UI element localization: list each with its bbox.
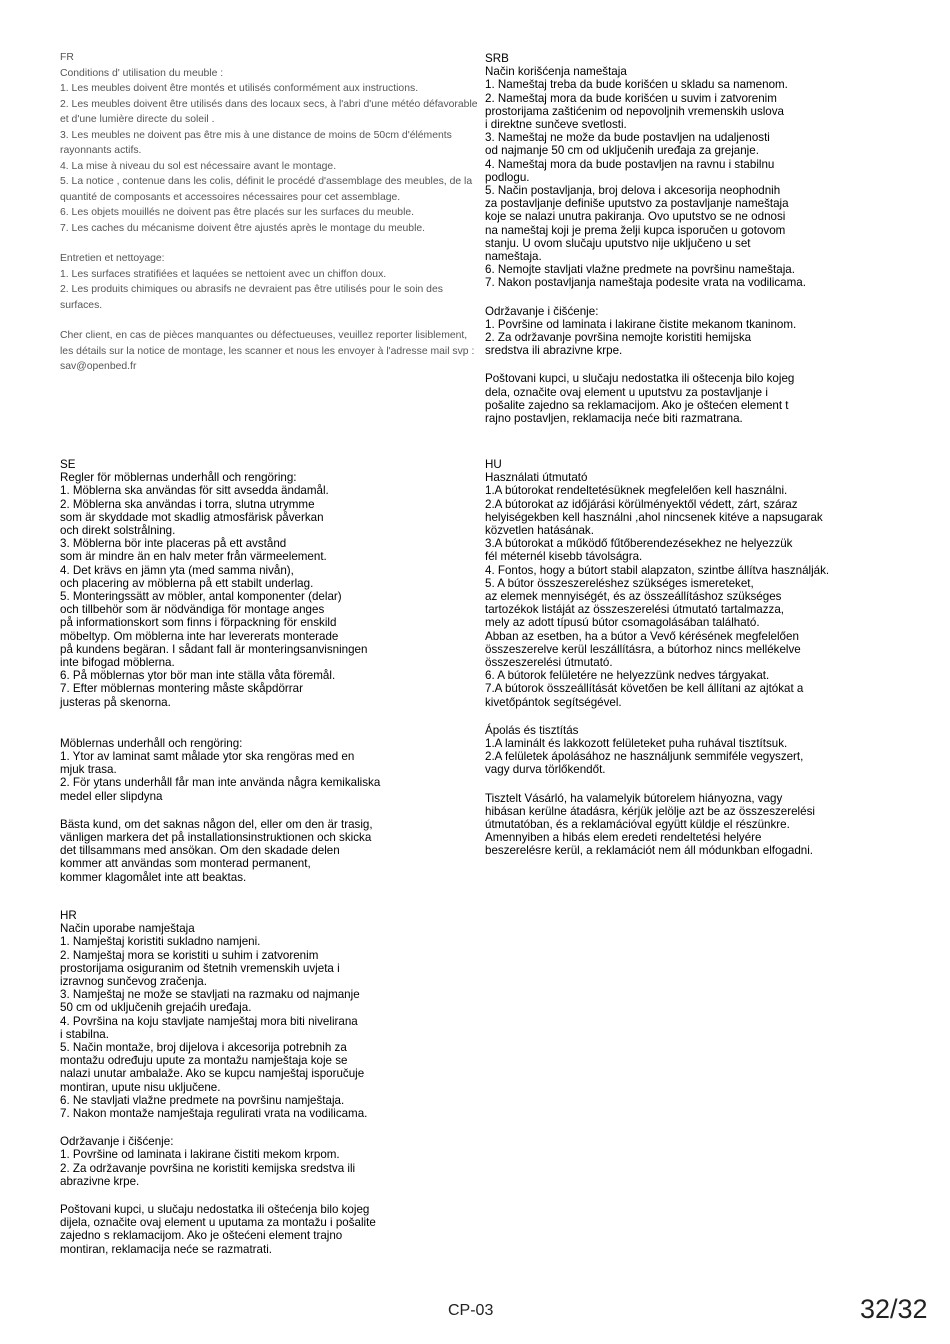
hr-line: Održavanje i čišćenje: — [60, 1135, 174, 1149]
hr-line: 3. Namještaj ne može se stavljati na razmaku od najmanje — [60, 988, 360, 1002]
hr-line: prostorijama osiguranim od štetnih vremenskih uvjeta i — [60, 961, 340, 975]
hr-line: 2. Za održavanje površina ne koristiti kemijska sredstva ili — [60, 1161, 356, 1175]
se-line: 4. Det krävs en jämn yta (med samma nivån), — [60, 563, 294, 577]
se-language-code: SE — [60, 458, 76, 471]
hu-line: 7.A bútorok összeállítását követően be kell állítani az ajtókat a — [485, 682, 804, 696]
hu-line: 1.A bútorokat rendeltetésüknek megfelelően kell használni. — [485, 484, 788, 498]
se-line: inte bifogad möblerna. — [60, 656, 175, 670]
se-line: 7. Efter möblernas montering måste skåpdörrar — [60, 682, 303, 696]
se-line: och placering av möblerna på ett stabilt underlag. — [60, 576, 314, 590]
se-line: som är mindre än en halv meter från värmeelement. — [60, 550, 327, 564]
srb-care-block — [485, 305, 925, 358]
se-line: 6. På möblernas ytor bör man inte ställa våta föremål. — [60, 669, 336, 683]
hr-line: 2. Namještaj mora se koristiti u suhim i zatvorenim — [60, 948, 319, 962]
srb-line: i direktne sunčeve svetlosti. — [485, 118, 627, 132]
hu-line: Amennyiben a hibás elem eredeti rendeltetési helyére — [485, 831, 762, 845]
se-line: och tillbehör som är nödvändiga för montage anges — [60, 603, 325, 617]
se-line: mjuk trasa. — [60, 763, 117, 777]
srb-line: 7. Nakon postavljanja nameštaja podesite vrata na vodilicama. — [485, 276, 806, 290]
srb-line: Način korišćenja nameštaja — [485, 65, 627, 79]
srb-line: stanju. U ovom slučaju uputstvo nije uključeno u set — [485, 236, 751, 250]
srb-line: Poštovani kupci, u slučaju nedostatka ili oštecenja bilo kojeg — [485, 372, 795, 386]
srb-note-block — [485, 372, 925, 425]
srb-line: za postavljanje definiše uputstvo za postavljanje nameštaja — [485, 197, 789, 211]
fr-usage-title: Conditions d' utilisation du meuble : — [60, 67, 224, 79]
se-line: 2. För ytans underhåll får man inte använda några kemikaliska — [60, 776, 381, 790]
fr-section — [60, 50, 480, 375]
se-line: Möblernas underhåll och rengöring: — [60, 736, 243, 750]
se-line: medel eller slipdyna — [60, 789, 163, 803]
srb-usage-block — [485, 65, 925, 289]
hu-line: összeszerelési útmutató. — [485, 656, 613, 670]
hu-line: 4. Fontos, hogy a bútort stabil alapzaton, szintbe állítva használják. — [485, 563, 830, 577]
hr-line: abrazivne krpe. — [60, 1174, 140, 1188]
hu-line: helyiségekben kell használni ,ahol nincsenek kitéve a napsugarak — [485, 510, 823, 524]
hr-line: 4. Površina na koju stavljate namještaj mora biti nivelirana — [60, 1014, 358, 1028]
hr-line: montiran, reklamacija neće se razmatrati. — [60, 1242, 272, 1256]
fr-care-list — [60, 267, 480, 314]
se-note-block — [60, 818, 480, 884]
hr-line: 6. Ne stavljati vlažne predmete na površinu namještaja. — [60, 1093, 345, 1107]
hu-line: 5. A bútor összeszereléshez szükséges ismereteket, — [485, 576, 754, 590]
hr-language-code: HR — [60, 909, 77, 922]
hr-line: zajedno s reklamacijom. Ako je oštećeni element trajno — [60, 1229, 343, 1243]
fr-usage-item: 5. La notice , contenue dans les colis, définit le procédé d'assemblage des meubles, de la quantité de composants et accessoires nécessaires pour cet assemblage. — [60, 176, 473, 203]
hu-line: Ápolás és tisztítás — [485, 723, 579, 737]
se-line: 3. Möblerna bör inte placeras på ett avstånd — [60, 537, 287, 551]
fr-usage-item: 3. Les meubles ne doivent pas être mis à une distance de moins de 50cm d'éléments rayonnants actifs. — [60, 129, 452, 156]
fr-usage-item: 6. Les objets mouillés ne doivent pas être placés sur les surfaces du meuble. — [60, 207, 415, 218]
fr-usage-item: 4. La mise à niveau du sol est nécessaire avant le montage. — [60, 160, 337, 172]
fr-usage-item: 2. Les meubles doivent être utilisés dans des locaux secs, à l'abri d'une météo défavorable et d'une lumière directe du soleil . — [60, 98, 478, 125]
se-line: kommer klagomålet inte att beaktas. — [60, 870, 247, 884]
srb-line: sredstva ili abrazivne krpe. — [485, 344, 623, 358]
se-line: 2. Möblerna ska användas i torra, slutna utrymme — [60, 497, 315, 511]
fr-care-item: 2. Les produits chimiques ou abrasifs ne devraient pas être utilisés pour le soin des surfaces. — [60, 284, 443, 311]
se-line: vänligen markera det på installationsinstruktionen och skicka — [60, 831, 372, 845]
fr-usage-item: 7. Les caches du mécanisme doivent être ajustés après le montage du meuble. — [60, 222, 426, 234]
srb-line: Održavanje i čišćenje: — [485, 304, 599, 318]
hr-section — [60, 909, 480, 1256]
srb-line: rajno postavljen, reklamacija neće biti razmatrana. — [485, 412, 743, 426]
srb-line: 1. Nameštaj treba da bude korišćen u skladu sa namenom. — [485, 78, 788, 92]
fr-usage-list — [60, 81, 480, 236]
srb-line: 2. Nameštaj mora da bude korišćen u suvim i zatvorenim — [485, 91, 777, 105]
hu-care-block — [485, 724, 925, 777]
hu-line: beszerelésre kerül, a reklamációt nem áll módunkban elfogadni. — [485, 844, 814, 858]
srb-line: koje se nalazi unutra pakiranja. Ovo uputstvo se ne odnosi — [485, 210, 786, 224]
srb-line: na nameštaj koji je prema želji kupca isporučen u gotovom — [485, 223, 786, 237]
se-line: Regler för möblernas underhåll och rengöring: — [60, 471, 297, 485]
se-line: kommer att användas som monterad permanent, — [60, 857, 311, 871]
fr-care-item: 1. Les surfaces stratifiées et laquées se nettoient avec un chiffon doux. — [60, 268, 387, 280]
hu-line: 2.A felületek ápolásához ne használjunk semmiféle vegyszert, — [485, 750, 804, 764]
hu-line: 2.A bútorokat az időjárási körülményektől védett, zárt, száraz — [485, 497, 798, 511]
hr-note-block — [60, 1203, 480, 1256]
srb-line: pošalite zajedno sa reklamacijom. Ako je oštećen element t — [485, 398, 789, 412]
fr-language-code: FR — [60, 52, 74, 63]
fr-customer-note: Cher client, en cas de pièces manquantes ou défectueuses, veuillez reporter lisiblement, les détails sur la notice de montage, les scanner et nous les envoyer à l'adresse mail svp : sav@openbed.fr — [60, 330, 475, 372]
hu-line: útmutatóban, és a reklamációval együtt küldje el részünkre. — [485, 818, 790, 832]
hr-line: nalazi unutar ambalaže. Ako se kupcu namještaj isporučuje — [60, 1067, 365, 1081]
fr-usage-item: 1. Les meubles doivent être montés et utilisés conformément aux instructions. — [60, 83, 419, 94]
hr-line: 1. Površine od laminata i lakirane čistiti mekom krpom. — [60, 1148, 340, 1162]
srb-line: podlogu. — [485, 170, 530, 184]
page-number: 32/32 — [860, 1294, 928, 1324]
hr-line: 50 cm od uključenih grejaćih uređaja. — [60, 1001, 252, 1015]
srb-line: 6. Nemojte stavljati vlažne predmete na površinu nameštaja. — [485, 263, 795, 277]
srb-line: 1. Površine od laminata i lakirane čistite mekanom tkaninom. — [485, 317, 797, 331]
model-code: CP-03 — [448, 1302, 494, 1319]
hr-line: 7. Nakon montaže namještaja regulirati vrata na vodilicama. — [60, 1107, 368, 1121]
se-line: justeras på skenorna. — [60, 695, 171, 709]
hu-line: összeszerelve kerül leszállításra, a bútorhoz nincs mellékelve — [485, 642, 801, 656]
srb-line: 4. Nameštaj mora da bude postavljen na ravnu i stabilnu — [485, 157, 775, 171]
hu-line: kivetőpántok segítségével. — [485, 695, 622, 709]
hu-line: vagy durva törlőkendőt. — [485, 763, 606, 777]
srb-line: prostorijama zaštićenim od nepovoljnih vremenskih uslova — [485, 104, 785, 118]
hu-section — [485, 458, 925, 858]
se-usage-block — [60, 471, 480, 709]
hu-line: Tisztelt Vásárló, ha valamelyik bútorelem hiányozna, vagy — [485, 791, 783, 805]
se-line: 1. Ytor av laminat samt målade ytor ska rengöras med en — [60, 750, 355, 764]
srb-line: 5. Način postavljanja, broj delova i akcesorija neophodnih — [485, 184, 781, 198]
hr-line: dijela, označite ovaj element u uputama za montažu i pošalite — [60, 1216, 376, 1230]
hu-line: mely az adott típusú bútor csomagolásában található. — [485, 616, 760, 630]
hr-line: 5. Način montaže, broj dijelova i akcesorija potrebnih za — [60, 1041, 347, 1055]
srb-line: 2. Za održavanje površina nemojte koristiti hemijska — [485, 331, 752, 345]
hu-line: Abban az esetben, ha a bútor a Vevő kérésének megfelelően — [485, 629, 799, 643]
hu-usage-block — [485, 471, 925, 709]
hr-line: montiran, upute nisu uključene. — [60, 1080, 221, 1094]
hu-line: tartozékok listáját az összeszerelési útmutató tartalmazza, — [485, 603, 784, 617]
srb-language-code: SRB — [485, 52, 509, 65]
hr-line: i stabilna. — [60, 1027, 109, 1041]
hu-line: 1.A laminált és lakkozott felületeket puha ruhával tisztítsuk. — [485, 737, 788, 751]
se-care-block — [60, 737, 480, 803]
srb-section — [485, 52, 925, 425]
srb-line: 3. Nameštaj ne može da bude postavljen na udaljenosti — [485, 131, 770, 145]
se-line: det tillsammans med ansökan. Om den skadade delen — [60, 844, 340, 858]
hr-line: montažu određuju upute za montažu namještaja koje se — [60, 1054, 348, 1068]
hu-line: az elemek mennyiségét, és az összeállításhoz szükséges — [485, 590, 782, 604]
se-line: på informationskort som finns i förpackning för enskild — [60, 616, 337, 630]
se-line: som är skyddade mot skadlig atmosfärisk påverkan — [60, 510, 324, 524]
hu-line: fél méternél kisebb távolságra. — [485, 550, 643, 564]
hr-line: Poštovani kupci, u slučaju nedostatka ili oštećenja bilo kojeg — [60, 1203, 370, 1217]
srb-line: nameštaja. — [485, 250, 542, 264]
se-line: 5. Monteringssätt av möbler, antal komponenter (delar) — [60, 590, 342, 604]
fr-care-title: Entretien et nettoyage: — [60, 253, 165, 264]
se-line: Bästa kund, om det saknas någon del, eller om den är trasig, — [60, 817, 373, 831]
hu-language-code: HU — [485, 458, 502, 471]
hr-line: izravnog sunčevog zračenja. — [60, 975, 207, 989]
se-line: och direkt solstrålning. — [60, 524, 176, 538]
hu-note-block — [485, 792, 925, 858]
hr-care-block — [60, 1135, 480, 1188]
hr-line: 1. Namještaj koristiti sukladno namjeni. — [60, 935, 261, 949]
hu-line: hibásan kerülne átadásra, kérjük jelölje azt be az összeszerelési — [485, 804, 815, 818]
hr-usage-block — [60, 922, 480, 1120]
hu-line: Használati útmutató — [485, 471, 588, 485]
se-line: möbeltyp. Om möblerna inte har levererats monterade — [60, 629, 339, 643]
srb-line: od najmanje 50 cm od uključenih uređaja za grejanje. — [485, 144, 759, 158]
se-section — [60, 458, 480, 884]
hu-line: 3.A bútorokat a működő fűtőberendezésekhez ne helyezzük — [485, 537, 793, 551]
se-line: på kundens begäran. I sådant fall är monteringsanvisningen — [60, 642, 368, 656]
hu-line: 6. A bútorok felületére ne helyezzünk nedves tárgyakat. — [485, 669, 770, 683]
hu-line: közvetlen hatásának. — [485, 524, 594, 538]
se-line: 1. Möblerna ska användas för sitt avsedda ändamål. — [60, 484, 329, 498]
srb-line: dela, označite ovaj element u uputstvu za postavljanje i — [485, 385, 768, 399]
hr-line: Način uporabe namještaja — [60, 922, 195, 936]
